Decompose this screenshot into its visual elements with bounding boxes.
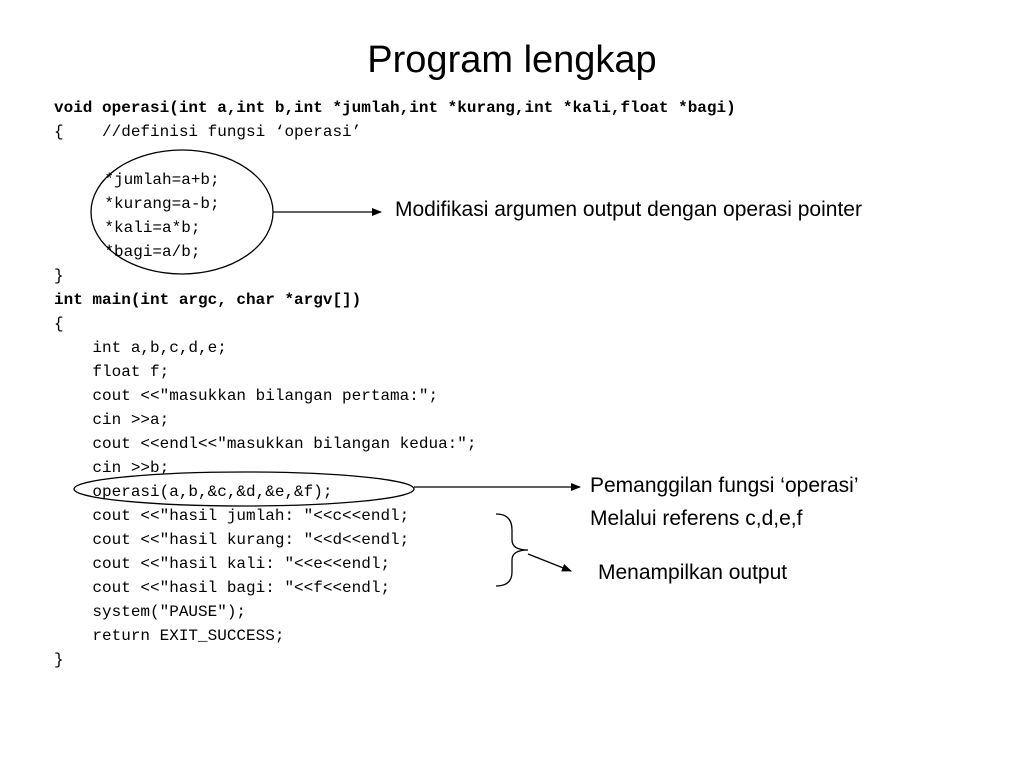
main-signature: int main(int argc, char *argv[]) bbox=[54, 291, 362, 309]
code-line-declare-float: float f; bbox=[54, 363, 170, 381]
code-line-return: return EXIT_SUCCESS; bbox=[54, 627, 285, 645]
code-line-cin-b: cin >>b; bbox=[54, 459, 170, 477]
code-line-kurang: *kurang=a-b; bbox=[66, 195, 220, 213]
output-brace bbox=[496, 514, 528, 586]
code-line-call-operasi: operasi(a,b,&c,&d,&e,&f); bbox=[54, 483, 333, 501]
code-line-print-jumlah: cout <<"hasil jumlah: "<<c<<endl; bbox=[54, 507, 410, 525]
code-line-print-kurang: cout <<"hasil kurang: "<<d<<endl; bbox=[54, 531, 410, 549]
output-annotation-arrow bbox=[528, 554, 571, 571]
call-annotation-line1: Pemanggilan fungsi ‘operasi’ bbox=[590, 474, 859, 497]
code-line-cin-a: cin >>a; bbox=[54, 411, 170, 429]
output-annotation: Menampilkan output bbox=[598, 561, 788, 584]
pointer-annotation: Modifikasi argumen output dengan operasi pointer bbox=[395, 198, 862, 221]
function-signature: void operasi(int a,int b,int *jumlah,int *kurang,int *kali,float *bagi) bbox=[54, 99, 736, 117]
code-line-bagi: *bagi=a/b; bbox=[66, 243, 201, 261]
function-close-brace: } bbox=[54, 267, 64, 285]
code-line-print-bagi: cout <<"hasil bagi: "<<f<<endl; bbox=[54, 579, 391, 597]
call-annotation-line2: Melalui referens c,d,e,f bbox=[590, 507, 803, 530]
code-line-jumlah: *jumlah=a+b; bbox=[66, 171, 220, 189]
main-open-brace: { bbox=[54, 315, 64, 333]
code-line-kali: *kali=a*b; bbox=[66, 219, 201, 237]
function-open-brace-comment: { //definisi fungsi ‘operasi’ bbox=[54, 123, 362, 141]
code-line-declare-ints: int a,b,c,d,e; bbox=[54, 339, 227, 357]
main-close-brace: } bbox=[54, 651, 64, 669]
code-line-prompt-first: cout <<"masukkan bilangan pertama:"; bbox=[54, 387, 439, 405]
code-line-print-kali: cout <<"hasil kali: "<<e<<endl; bbox=[54, 555, 391, 573]
code-line-system-pause: system("PAUSE"); bbox=[54, 603, 247, 621]
slide-title: Program lengkap bbox=[367, 39, 657, 81]
code-line-prompt-second: cout <<endl<<"masukkan bilangan kedua:"; bbox=[54, 435, 477, 453]
